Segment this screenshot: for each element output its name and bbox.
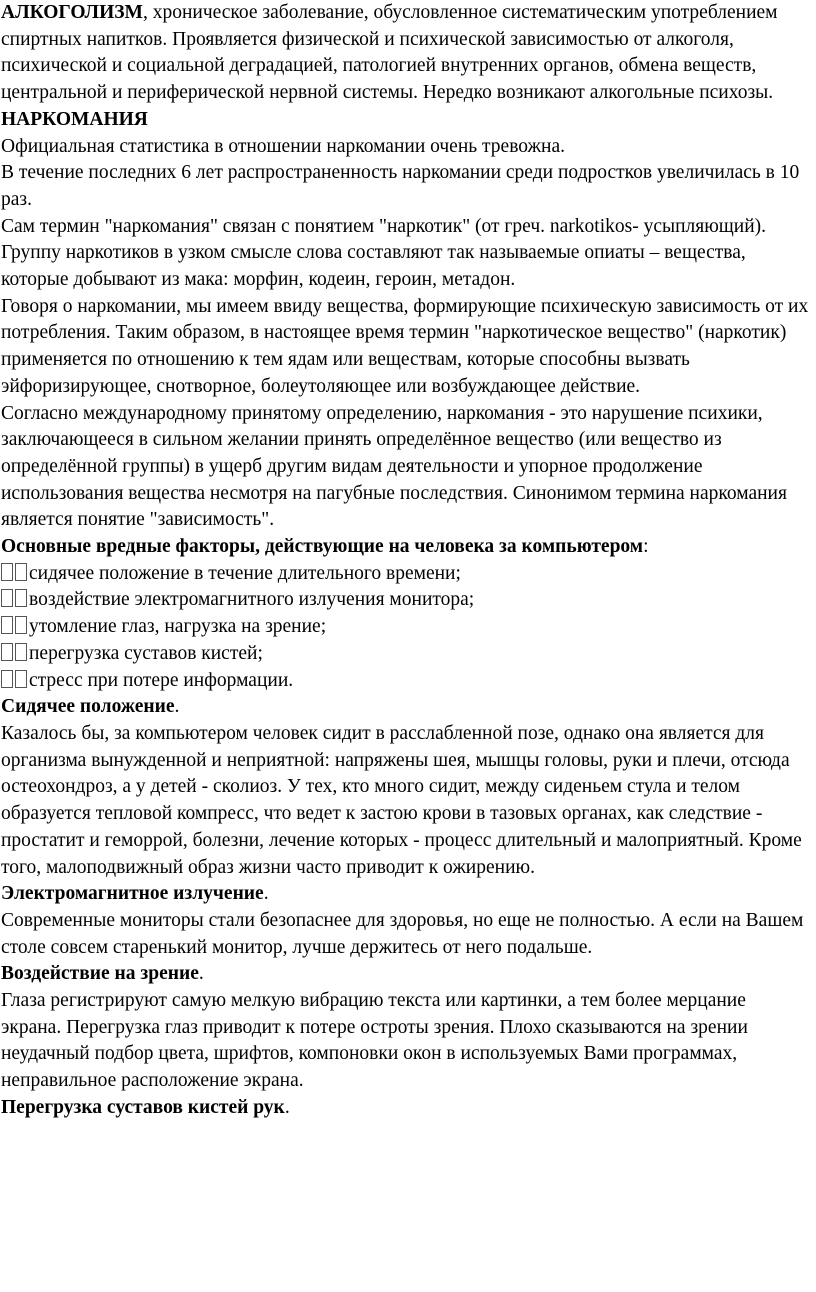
narcomania-paragraph: Официальная статистика в отношении наркомании очень тревожна. <box>1 135 565 157</box>
list-item <box>1 641 810 668</box>
alcoholism-text: , хроническое заболевание, обусловленное систематическим употреблением спиртных напитков. Проявляется физической и психической зависимостью от алкоголя, психической и социальной деградацией, патологией внутренних органов, обмена веществ, центральной и периферической нервной системы. Нередко возникают алкогольные психозы. <box>1 2 778 104</box>
narcomania-paragraph: Сам термин "наркомания" связан с понятием "наркотик" (от греч. narkotikos- усыпляющий). <box>1 215 767 237</box>
section-heading: Перегрузка суставов кистей рук <box>1 1096 285 1118</box>
factors-heading: Основные вредные факторы, действующие на человека за компьютером <box>1 536 644 558</box>
section-paragraph: Современные мониторы стали безопаснее для здоровья, но еще не полностью. А если на Вашем столе совсем старенький монитор, лучше держитесь от него подальше. <box>1 909 804 958</box>
list-item-text: сидячее положение в течение длительного времени; <box>29 562 461 584</box>
list-item <box>1 614 810 641</box>
list-item-text: утомление глаз, нагрузка на зрение; <box>29 616 327 638</box>
narcomania-paragraph: В течение последних 6 лет распространенность наркомании среди подростков увеличилась в 10 раз. <box>1 162 800 210</box>
missing-glyph-icon <box>1 614 29 641</box>
section-heading-suffix: . <box>284 1096 290 1118</box>
section-heading-line <box>1 694 810 721</box>
list-item-text: воздействие электромагнитного излучения монитора; <box>29 589 475 611</box>
section-heading: Электромагнитное излучение <box>1 883 264 905</box>
narcomania-paragraph: Согласно международному принятому определению, наркомания - это нарушение психики, заключающееся в сильном желании принять определённое вещество (или вещество из определённой группы) в ущерб другим видам деятельности и упорное продолжение использования вещества несмотря на пагубные последствия. Синонимом термина наркомания является понятие "зависимость". <box>1 402 787 531</box>
narcomania-heading: НАРКОМАНИЯ <box>1 108 148 130</box>
section-heading-suffix: . <box>174 696 180 718</box>
list-item-text: перегрузка суставов кистей; <box>29 642 263 664</box>
list-item <box>1 561 810 588</box>
section-paragraph: Глаза регистрируют самую мелкую вибрацию текста или картинки, а тем более мерцание экрана. Перегрузка глаз приводит к потере остроты зрения. Плохо сказываются на зрении неудачный подбор цвета, шрифтов, компоновки окон в используемых Вами программах, неправильное расположение экрана. <box>1 990 748 1092</box>
missing-glyph-icon <box>1 668 29 695</box>
section-heading-suffix: . <box>263 883 269 905</box>
alcoholism-term: АЛКОГОЛИЗМ <box>1 2 143 23</box>
narcomania-paragraph: Говоря о наркомании, мы имеем ввиду вещества, формирующие психическую зависимость от их потребления. Таким образом, в настоящее время термин "наркотическое вещество" (наркотик) применяется по отношению к тем ядам или веществам, которые способны вызвать эйфоризирующее, снотворное, болеутоляющее или возбуждающее действие. <box>1 295 809 397</box>
alcoholism-paragraph <box>1 0 810 107</box>
section-heading-line <box>1 1095 810 1122</box>
narcomania-paragraph: Группу наркотиков в узком смысле слова составляют так называемые опиаты – вещества, которые добывают из мака: морфин, кодеин, героин, метадон. <box>1 242 746 291</box>
list-item <box>1 668 810 695</box>
list-item-text: стресс при потере информации. <box>29 669 294 691</box>
factors-heading-suffix: : <box>643 536 649 558</box>
missing-glyph-icon <box>1 587 29 614</box>
section-heading-suffix: . <box>198 963 204 985</box>
list-item <box>1 587 810 614</box>
factors-heading-line <box>1 534 810 561</box>
section-heading: Воздействие на зрение <box>1 963 199 985</box>
section-heading-line <box>1 961 810 988</box>
missing-glyph-icon <box>1 641 29 668</box>
missing-glyph-icon <box>1 561 29 588</box>
section-heading: Сидячее положение <box>1 696 175 718</box>
section-heading-line <box>1 881 810 908</box>
section-paragraph: Казалось бы, за компьютером человек сидит в расслабленной позе, однако она является для организма вынужденной и неприятной: напряжены шея, мышцы головы, руки и плечи, отсюда остеохондроз, а у детей - сколиоз. У тех, кто много сидит, между сиденьем стула и телом образуется тепловой компресс, что ведет к застою крови в тазовых органах, как следствие - простатит и геморрой, болезни, лечение которых - процесс длительный и малоприятный. Кроме того, малоподвижный образ жизни часто приводит к ожирению. <box>1 722 802 878</box>
